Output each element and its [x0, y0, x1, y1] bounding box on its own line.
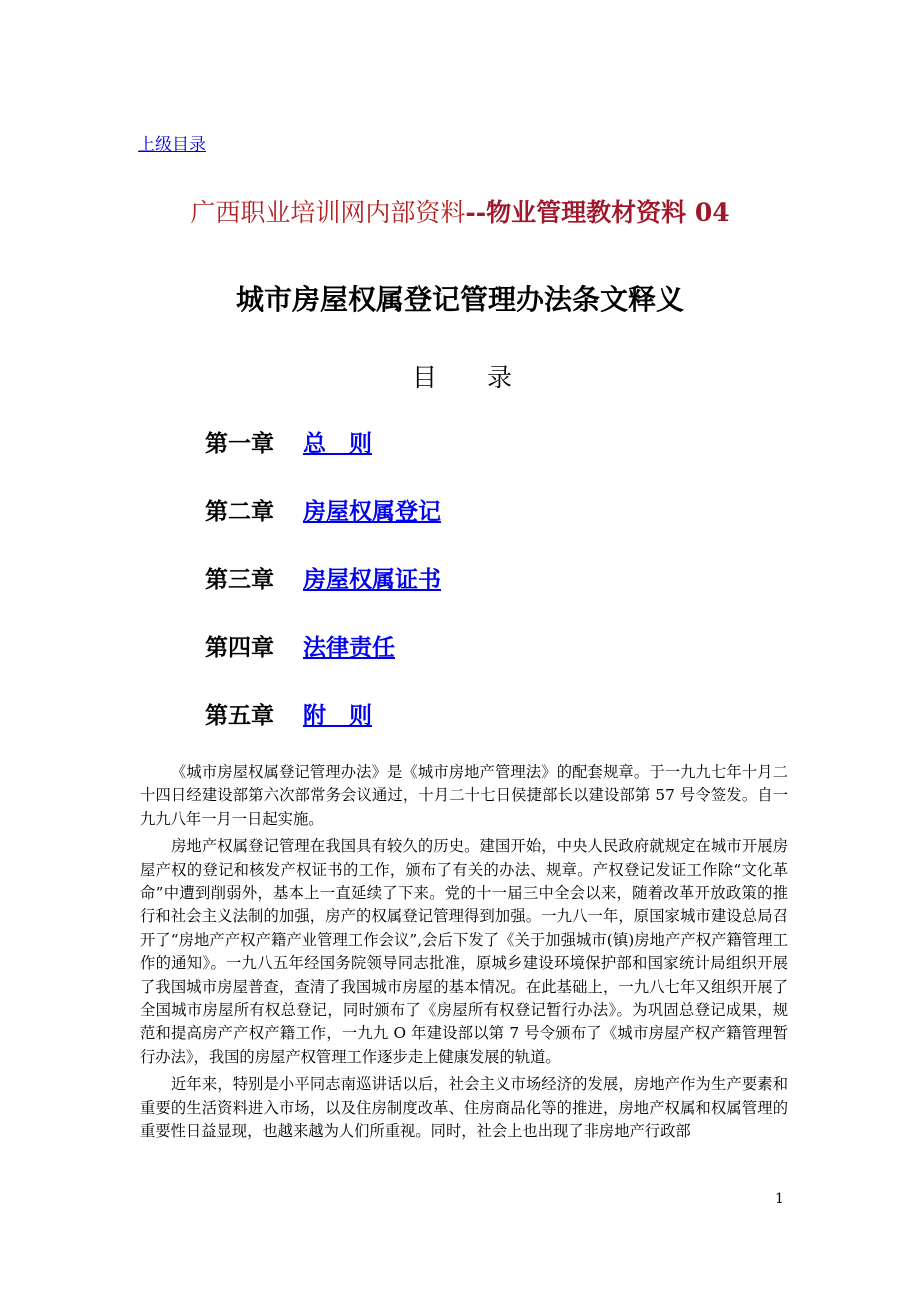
banner-heading: [0, 193, 920, 229]
chapter-number: 第一章: [205, 431, 274, 457]
paragraph: 《城市房屋权属登记管理办法》是《城市房地产管理法》的配套规章。于一九九七年十月二十四日经建设部第六次部常务会议通过，十月二十七日侯捷部长以建设部第 57 号令签发。自一九九八年一月一日起实施。: [140, 763, 788, 828]
chapter-link-ownership-certificate[interactable]: 房屋权属证书: [303, 567, 441, 593]
chapter-link-ownership-registration[interactable]: 房屋权属登记: [303, 499, 441, 525]
chapter-number: 第四章: [205, 635, 274, 661]
chapter-link-general-provisions[interactable]: 总 则: [303, 431, 372, 457]
chapter-number: 第五章: [205, 703, 274, 729]
toc-row: [205, 561, 441, 629]
toc-row: [205, 697, 441, 765]
toc-heading: [412, 358, 512, 394]
page-number: 1: [775, 1191, 784, 1207]
paragraph: 近年来，特别是小平同志南巡讲话以后，社会主义市场经济的发展，房地产作为生产要素和重要的生活资料进入市场，以及住房制度改革、住房商品化等的推进，房地产权属和权属管理的重要性日益显现，也越来越为人们所重视。同时，社会上也出现了非房地产行政部: [140, 1075, 788, 1141]
parent-directory-link[interactable]: 上级目录: [138, 135, 206, 155]
chapter-link-supplementary-provisions[interactable]: 附 则: [303, 703, 372, 729]
toc-heading-char-1: 目: [412, 363, 438, 392]
toc-row: [205, 493, 441, 561]
document-title: 城市房屋权属登记管理办法条文释义: [235, 283, 684, 316]
chapter-link-legal-liability[interactable]: 法律责任: [303, 635, 395, 661]
toc-heading-char-2: 录: [487, 363, 513, 392]
banner-normal-text: 广西职业培训网内部资料: [190, 198, 466, 227]
table-of-contents: [205, 425, 441, 765]
toc-row: [205, 629, 441, 697]
chapter-number: 第二章: [205, 499, 274, 525]
toc-row: [205, 425, 441, 493]
body-text: [140, 761, 788, 1148]
paragraph: 房地产权属登记管理在我国具有较久的历史。建国开始，中央人民政府就规定在城市开展房屋产权的登记和核发产权证书的工作，颁布了有关的办法、规章。产权登记发证工作除“文化革命”中遭到削弱外，基本上一直延续了下来。党的十一届三中全会以来，随着改革开放政策的推行和社会主义法制的加强，房产的权属登记管理得到加强。一九八一年，原国家城市建设总局召开了“房地产产权产籍产业管理工作会议”,会后下发了《关于加强城市(镇)房地产产权产籍管理工作的通知》。一九八五年经国务院领导同志批准，原城乡建设环境保护部和国家统计局组织开展了我国城市房屋普查，查清了我国城市房屋的基本情况。在此基础上，一九八七年又组织开展了全国城市房屋所有权总登记，同时颁布了《房屋所有权登记暂行办法》。为巩固总登记成果，规范和提高房产产权产籍工作，一九九 O 年建设部以第 7 号令颁布了《城市房屋产权产籍管理暂行办法》，我国的房屋产权管理工作逐步走上健康发展的轨道。: [140, 837, 788, 1066]
chapter-number: 第三章: [205, 567, 274, 593]
banner-bold-text: --物业管理教材资料 04: [465, 198, 730, 227]
